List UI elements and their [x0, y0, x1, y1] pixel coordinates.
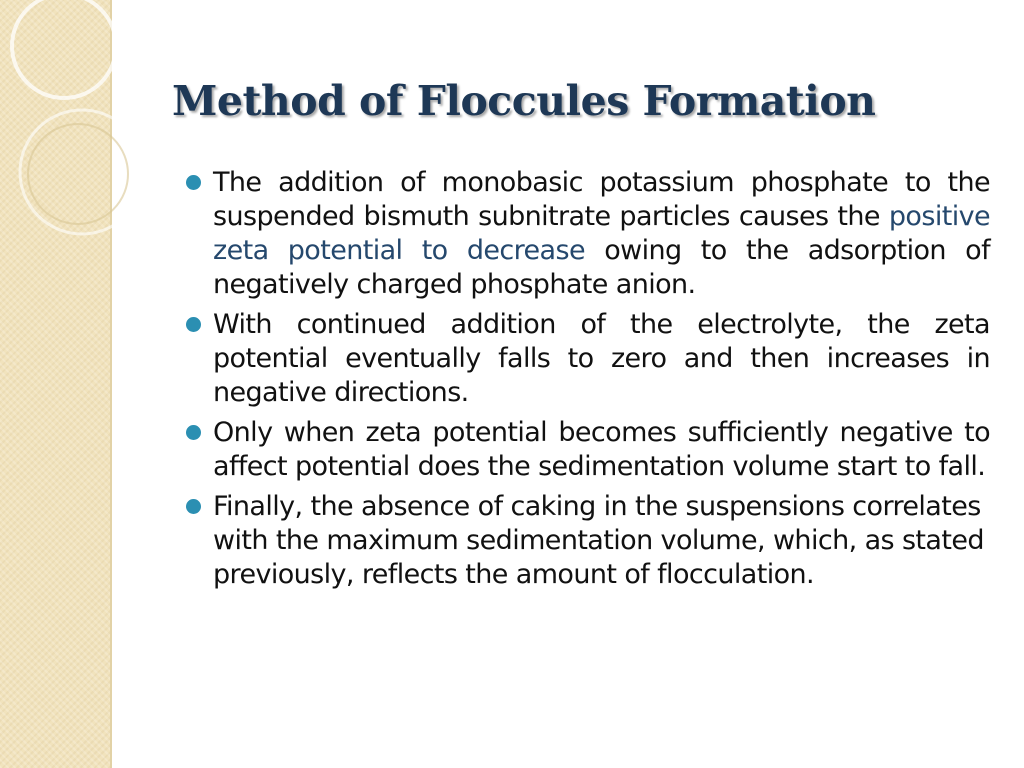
bullet-item [184, 166, 990, 302]
bullet-item [184, 490, 990, 592]
bullet-dot-icon [186, 317, 201, 332]
bullet-text [213, 166, 990, 302]
bullet-text: With continued addition of the electrolyte, the zeta potential eventually falls to zero and then increases in negative directions. [213, 309, 990, 408]
bullet-text-segment: owing to the adsorption of negatively charged phosphate anion. [213, 235, 990, 300]
bullet-dot-icon [186, 175, 201, 190]
bullet-item [184, 308, 990, 410]
decorative-rings-graphic [0, 0, 140, 260]
bullet-list [184, 166, 990, 598]
highlighted-phrase: positive zeta potential to decrease [213, 201, 990, 266]
bullet-text: Only when zeta potential becomes sufficiently negative to affect potential does the sedimentation volume start to fall. [213, 417, 990, 482]
bullet-dot-icon [186, 425, 201, 440]
bullet-item [184, 416, 990, 484]
bullet-text: Finally, the absence of caking in the suspensions correlates with the maximum sedimentation volume, which, as stated previously, reflects the amount of flocculation. [213, 491, 984, 590]
slide-title: Method of Floccules Formation [172, 77, 876, 125]
bullet-text-segment: The addition of monobasic potassium phosphate to the suspended bismuth subnitrate particles causes the [213, 167, 990, 232]
bullet-dot-icon [186, 499, 201, 514]
